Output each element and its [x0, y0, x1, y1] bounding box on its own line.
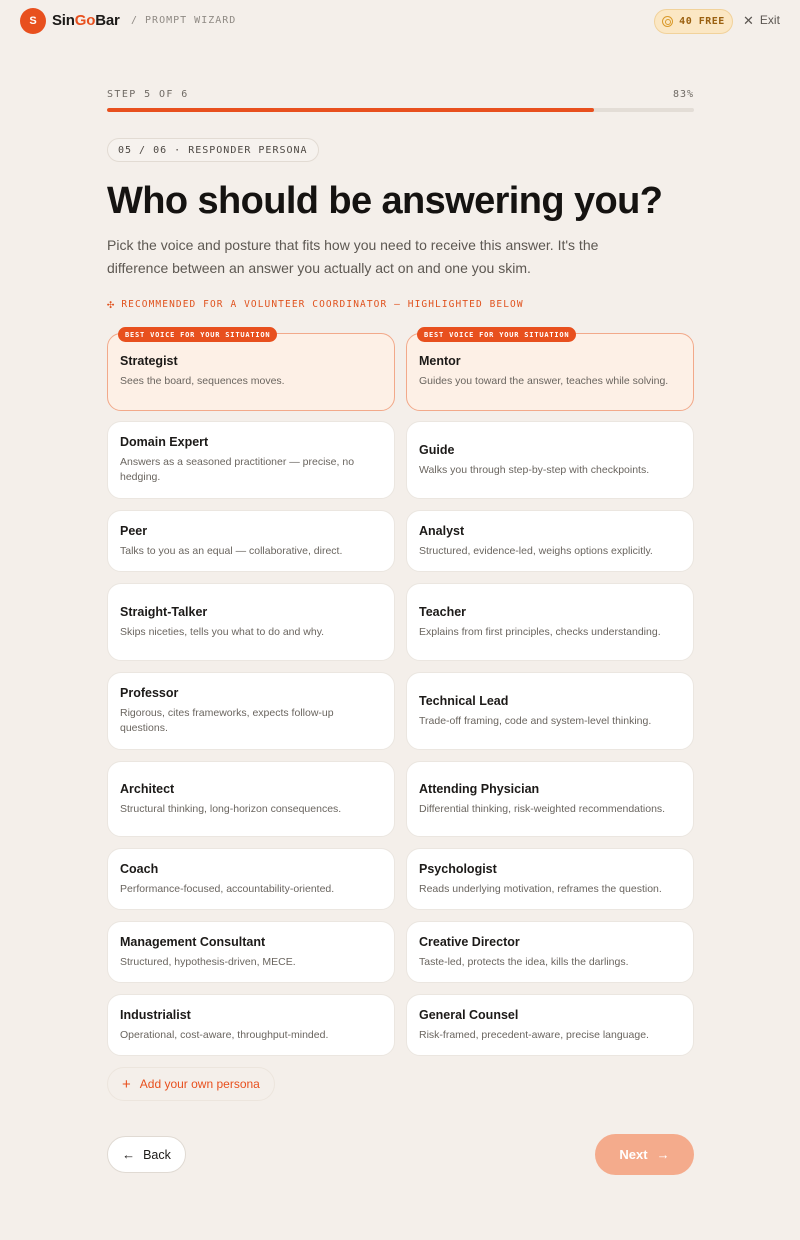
brand-accent: Go: [74, 12, 96, 29]
persona-description: Structured, hypothesis-driven, MECE.: [120, 955, 296, 968]
back-button[interactable]: [107, 1136, 186, 1173]
best-voice-badge: BEST VOICE FOR YOUR SITUATION: [417, 327, 576, 342]
persona-description: Sees the board, sequences moves.: [120, 375, 285, 387]
persona-card[interactable]: [406, 330, 694, 411]
persona-card[interactable]: [406, 848, 694, 910]
persona-description: Rigorous, cites frameworks, expects follow-up questions.: [120, 707, 334, 734]
persona-card[interactable]: [107, 994, 395, 1056]
persona-name: Creative Director: [419, 934, 520, 949]
persona-name: Attending Physician: [419, 781, 540, 796]
persona-card[interactable]: [107, 848, 395, 910]
persona-card[interactable]: [107, 421, 395, 499]
persona-description: Reads underlying motivation, reframes the question.: [419, 882, 662, 895]
persona-card[interactable]: [107, 583, 395, 661]
persona-grid: [107, 330, 694, 1056]
progress-fill: [107, 108, 594, 112]
persona-description: Structured, evidence-led, weighs options explicitly.: [419, 544, 653, 557]
progress-percent: 83%: [672, 89, 694, 100]
recommendation-note: [107, 298, 524, 310]
persona-description: Differential thinking, risk-weighted recommendations.: [419, 802, 666, 815]
arrow-left-icon: ←: [122, 1147, 136, 1162]
persona-description: Performance-focused, accountability-oriented.: [120, 882, 335, 895]
persona-description: Skips niceties, tells you what to do and why.: [120, 625, 325, 638]
exit-label: Exit: [759, 13, 780, 27]
persona-name: General Counsel: [419, 1007, 519, 1022]
persona-name: Guide: [419, 442, 455, 457]
persona-name: Architect: [120, 781, 175, 796]
credits-label: 40 FREE: [679, 16, 725, 27]
persona-name: Industrialist: [120, 1007, 191, 1022]
next-button[interactable]: [595, 1134, 694, 1175]
persona-name: Domain Expert: [120, 435, 209, 449]
persona-name: Psychologist: [419, 861, 497, 876]
arrow-right-icon: →: [656, 1147, 670, 1162]
persona-description: Trade-off framing, code and system-level thinking.: [419, 714, 652, 727]
persona-name: Analyst: [419, 523, 465, 538]
sparkle-icon: ✣: [107, 297, 116, 311]
page-subtitle: Pick the voice and posture that fits how you need to receive this answer. It's the difference between an answer you actually act on and one you skim.: [107, 237, 599, 276]
logo-icon[interactable]: S: [20, 8, 46, 34]
persona-name: Technical Lead: [419, 693, 509, 708]
add-persona-label: Add your own persona: [139, 1077, 260, 1091]
persona-card[interactable]: [107, 510, 395, 572]
recommendation-text: RECOMMENDED FOR A VOLUNTEER COORDINATOR — HIGHLIGHTED BELOW: [121, 298, 524, 310]
best-voice-badge: BEST VOICE FOR YOUR SITUATION: [118, 327, 277, 342]
persona-description: Guides you toward the answer, teaches while solving.: [419, 375, 669, 387]
persona-card[interactable]: [406, 761, 694, 837]
progress-bar: [107, 108, 694, 112]
top-bar: [0, 0, 800, 42]
persona-card[interactable]: [406, 921, 694, 983]
persona-description: Answers as a seasoned practitioner — precise, no hedging.: [120, 456, 355, 483]
persona-name: Coach: [120, 861, 159, 876]
step-label: STEP 5 OF 6: [107, 89, 189, 100]
persona-description: Operational, cost-aware, throughput-minded.: [120, 1028, 329, 1041]
persona-description: Walks you through step-by-step with checkpoints.: [419, 463, 650, 476]
brand-suffix: Bar: [95, 12, 120, 29]
persona-description: Taste-led, protects the idea, kills the darlings.: [419, 955, 629, 968]
persona-name: Mentor: [419, 354, 461, 368]
persona-card[interactable]: [107, 330, 395, 411]
persona-card[interactable]: [406, 672, 694, 750]
persona-name: Professor: [120, 686, 179, 700]
persona-card[interactable]: [406, 583, 694, 661]
plus-icon: +: [122, 1075, 131, 1093]
persona-name: Strategist: [120, 354, 178, 368]
credits-badge[interactable]: [654, 9, 733, 34]
back-label: Back: [143, 1147, 171, 1162]
persona-name: Straight-Talker: [120, 604, 208, 619]
persona-card[interactable]: [406, 421, 694, 499]
page-title: Who should be answering you?: [107, 180, 663, 222]
brand-name[interactable]: [52, 12, 120, 29]
persona-name: Teacher: [419, 604, 467, 619]
persona-card[interactable]: [107, 921, 395, 983]
exit-button[interactable]: [743, 13, 780, 27]
breadcrumb: / PROMPT WIZARD: [131, 15, 237, 26]
section-pill: 05 / 06 · RESPONDER PERSONA: [107, 138, 319, 162]
close-icon: ✕: [743, 12, 754, 28]
persona-description: Structural thinking, long-horizon consequences.: [120, 802, 342, 815]
next-label: Next: [619, 1147, 648, 1162]
persona-name: Management Consultant: [120, 934, 266, 949]
persona-description: Talks to you as an equal — collaborative, direct.: [120, 544, 343, 557]
brand-prefix: Sin: [52, 12, 75, 29]
persona-card[interactable]: [107, 761, 395, 837]
persona-description: Risk-framed, precedent-aware, precise language.: [419, 1028, 649, 1041]
persona-description: Explains from first principles, checks understanding.: [419, 625, 661, 638]
add-persona-button[interactable]: [107, 1067, 275, 1101]
persona-card[interactable]: [406, 994, 694, 1056]
persona-card[interactable]: [406, 510, 694, 572]
persona-name: Peer: [120, 523, 148, 538]
coin-icon: [662, 16, 673, 27]
persona-card[interactable]: [107, 672, 395, 750]
